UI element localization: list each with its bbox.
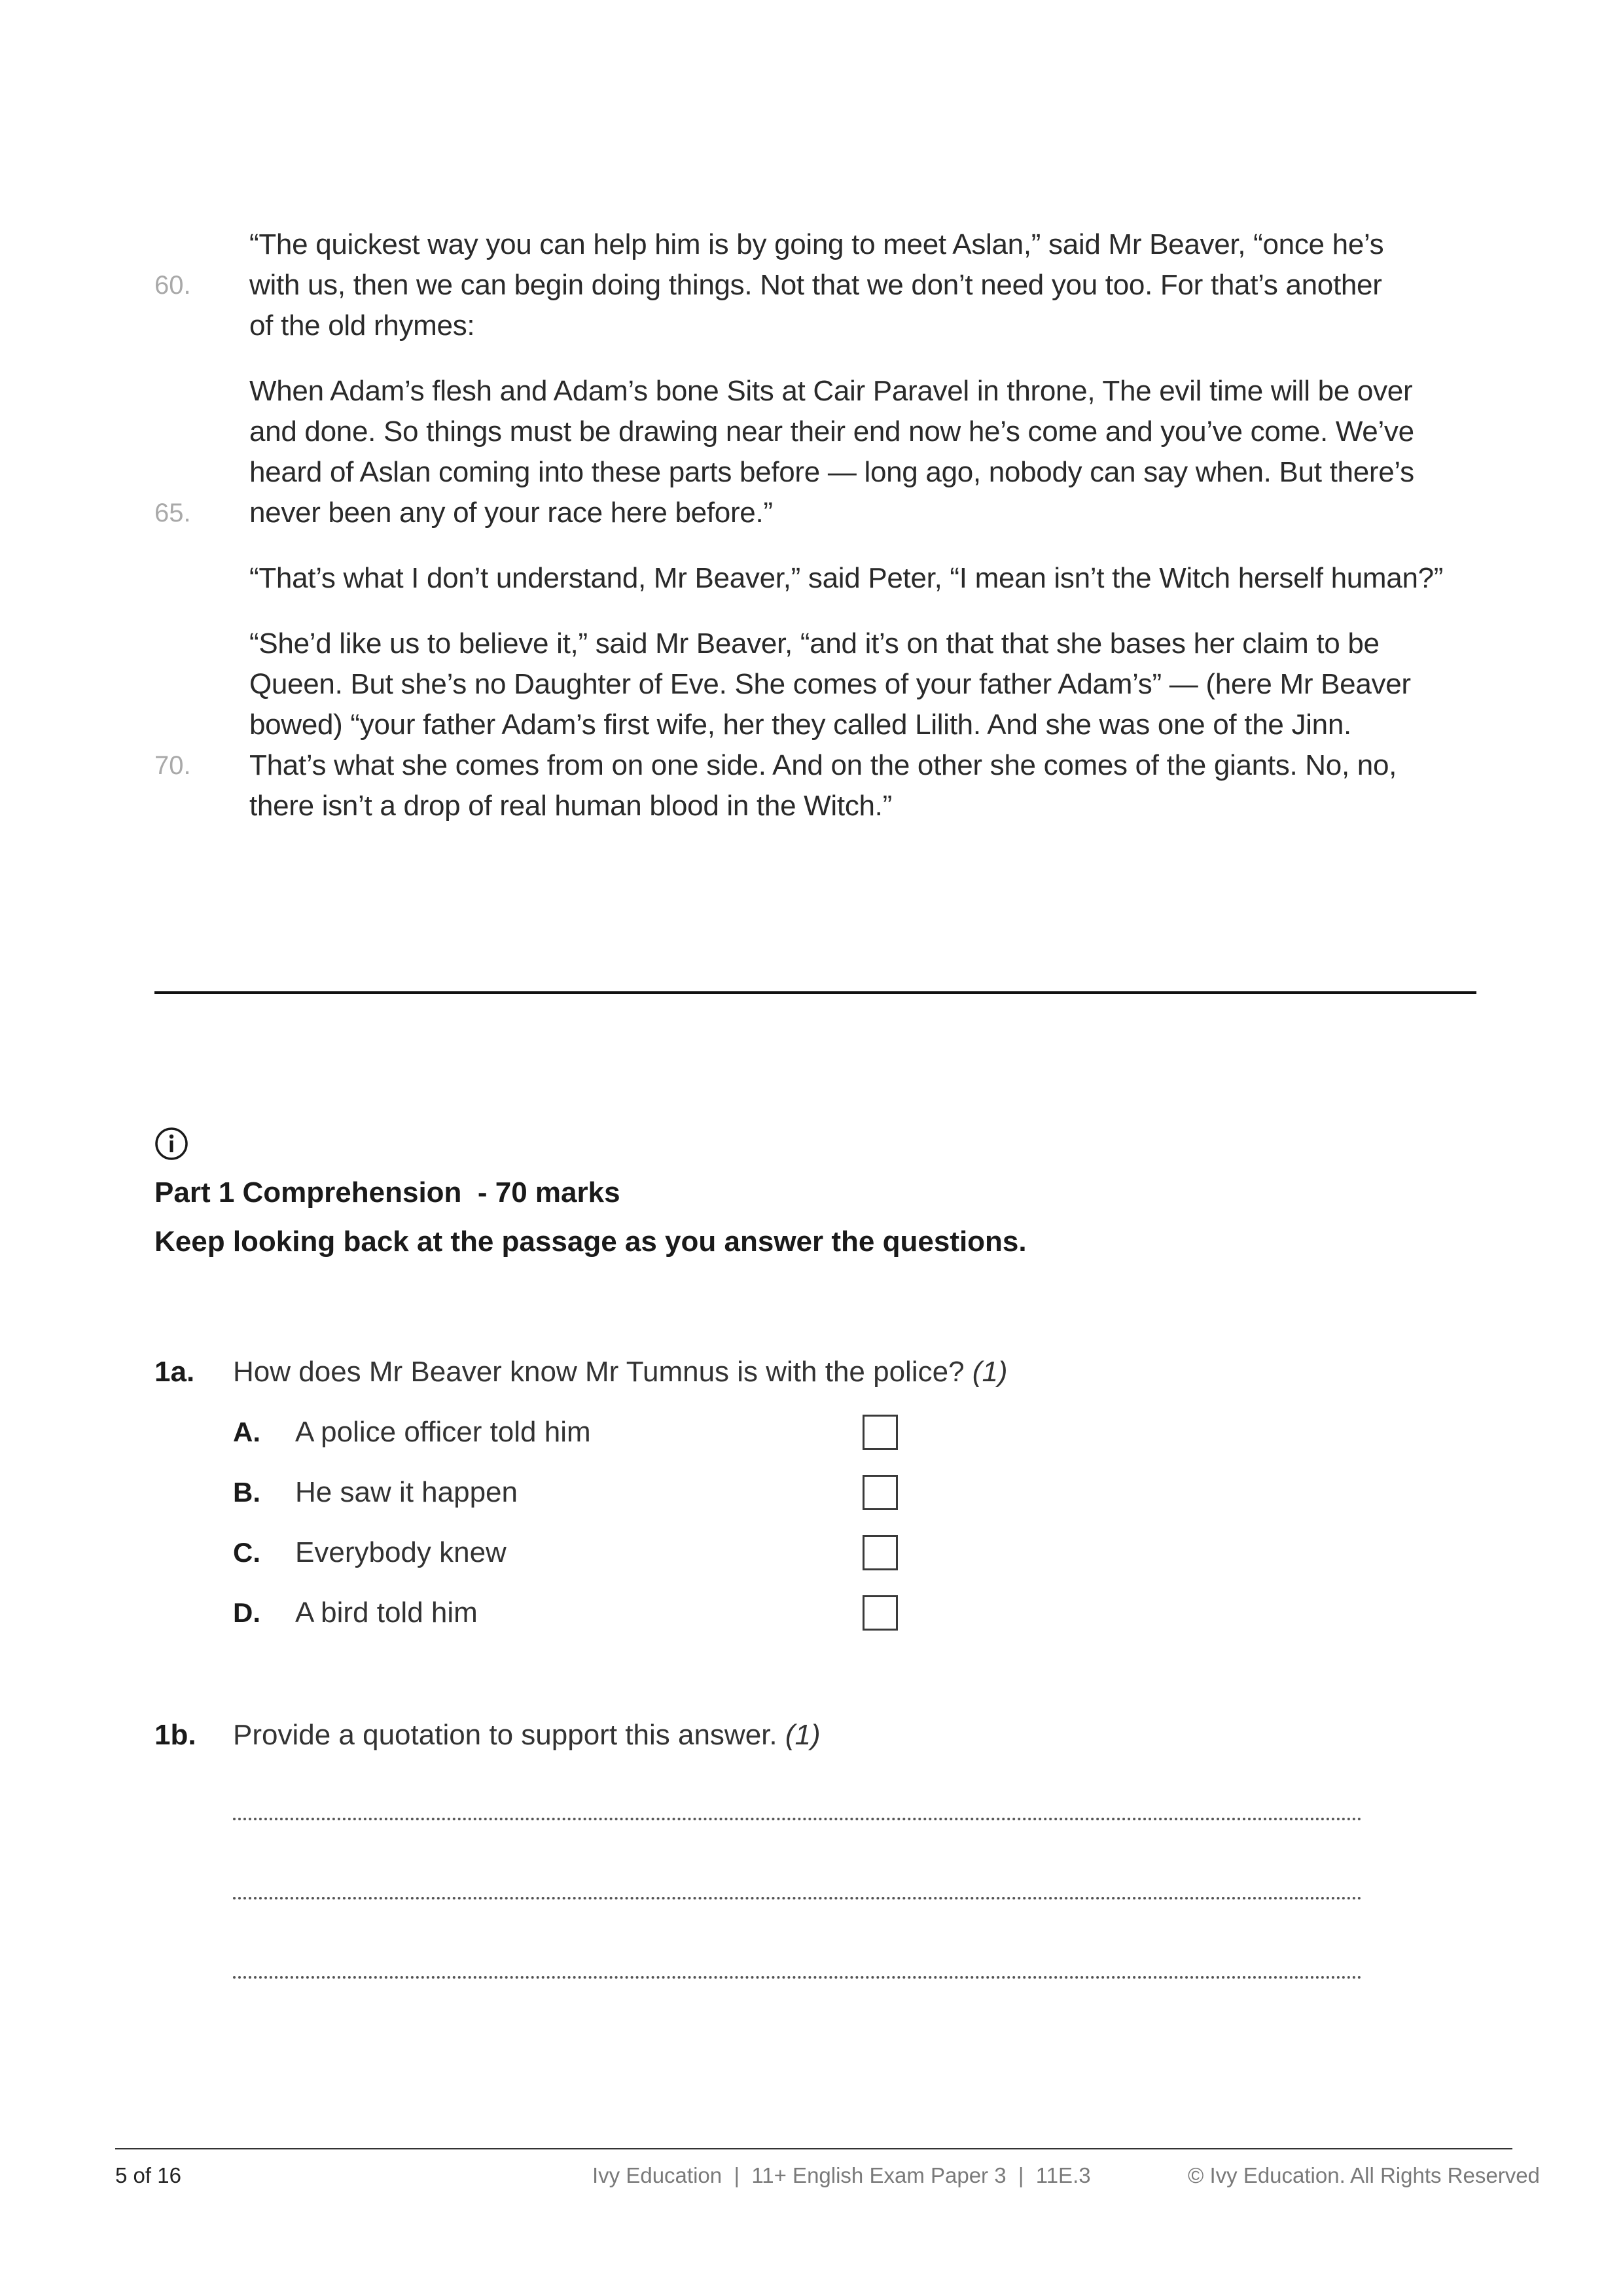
line-number: 70.: [154, 751, 191, 780]
line-number: 65.: [154, 499, 191, 527]
option-letter: B.: [233, 1477, 260, 1508]
checkbox-option-c[interactable]: [863, 1535, 898, 1570]
passage-line: with us, then we can begin doing things. Not that we don’t need you too. For that’s another: [249, 269, 1382, 301]
page-number: 5 of 16: [115, 2163, 181, 2187]
answer-line[interactable]: [233, 1818, 1362, 1820]
section-divider: [154, 991, 1476, 994]
info-icon: [154, 1127, 188, 1161]
option-text: Everybody knew: [295, 1536, 507, 1568]
question-number: 1a.: [154, 1356, 195, 1388]
line-number: 60.: [154, 271, 191, 300]
footer-copyright: © Ivy Education. All Rights Reserved: [1188, 2163, 1540, 2187]
question-number: 1b.: [154, 1719, 196, 1751]
passage-line: “She’d like us to believe it,” said Mr Beaver, “and it’s on that that she bases her claim to be: [249, 627, 1380, 660]
option-letter: C.: [233, 1537, 260, 1568]
option-text: He saw it happen: [295, 1476, 518, 1508]
question-text: [233, 1352, 1008, 1392]
passage-line: That’s what she comes from on one side. And on the other she comes of the giants. No, no,: [249, 749, 1397, 781]
option-text: A police officer told him: [295, 1416, 591, 1448]
part-instruction: Keep looking back at the passage as you answer the questions.: [154, 1226, 1027, 1258]
passage-line: When Adam’s flesh and Adam’s bone Sits at Cair Paravel in throne, The evil time will be over: [249, 375, 1413, 407]
passage-line: heard of Aslan coming into these parts before — long ago, nobody can say when. But there’s: [249, 456, 1414, 488]
passage-line: of the old rhymes:: [249, 309, 475, 342]
part-heading: Part 1 Comprehension - 70 marks: [154, 1176, 620, 1209]
option-letter: A.: [233, 1417, 260, 1447]
answer-line[interactable]: [233, 1897, 1362, 1899]
question-marks: (1): [785, 1719, 821, 1751]
checkbox-option-a[interactable]: [863, 1415, 898, 1450]
option-letter: D.: [233, 1597, 260, 1628]
passage-line: never been any of your race here before.”: [249, 497, 773, 529]
question-text: [233, 1716, 821, 1755]
passage-line: and done. So things must be drawing near their end now he’s come and you’ve come. We’ve: [249, 415, 1414, 448]
passage-line: “That’s what I don’t understand, Mr Beaver,” said Peter, “I mean isn’t the Witch herself human?”: [249, 562, 1444, 594]
question-prompt: How does Mr Beaver know Mr Tumnus is with the police?: [233, 1356, 965, 1388]
option-text: A bird told him: [295, 1597, 478, 1629]
checkbox-option-b[interactable]: [863, 1475, 898, 1510]
passage-line: “The quickest way you can help him is by going to meet Aslan,” said Mr Beaver, “once he’s: [249, 228, 1384, 260]
checkbox-option-d[interactable]: [863, 1595, 898, 1631]
question-prompt: Provide a quotation to support this answer.: [233, 1719, 777, 1751]
answer-line[interactable]: [233, 1976, 1362, 1979]
passage-line: bowed) “your father Adam’s first wife, her they called Lilith. And she was one of the Jinn.: [249, 709, 1351, 741]
passage-line: there isn’t a drop of real human blood in the Witch.”: [249, 790, 892, 822]
question-marks: (1): [972, 1356, 1008, 1388]
footer-paper-info: Ivy Education | 11+ English Exam Paper 3 | 11E.3: [592, 2163, 1091, 2187]
footer-rule: [115, 2148, 1512, 2149]
passage-line: Queen. But she’s no Daughter of Eve. She comes of your father Adam’s” — (here Mr Beaver: [249, 668, 1411, 700]
